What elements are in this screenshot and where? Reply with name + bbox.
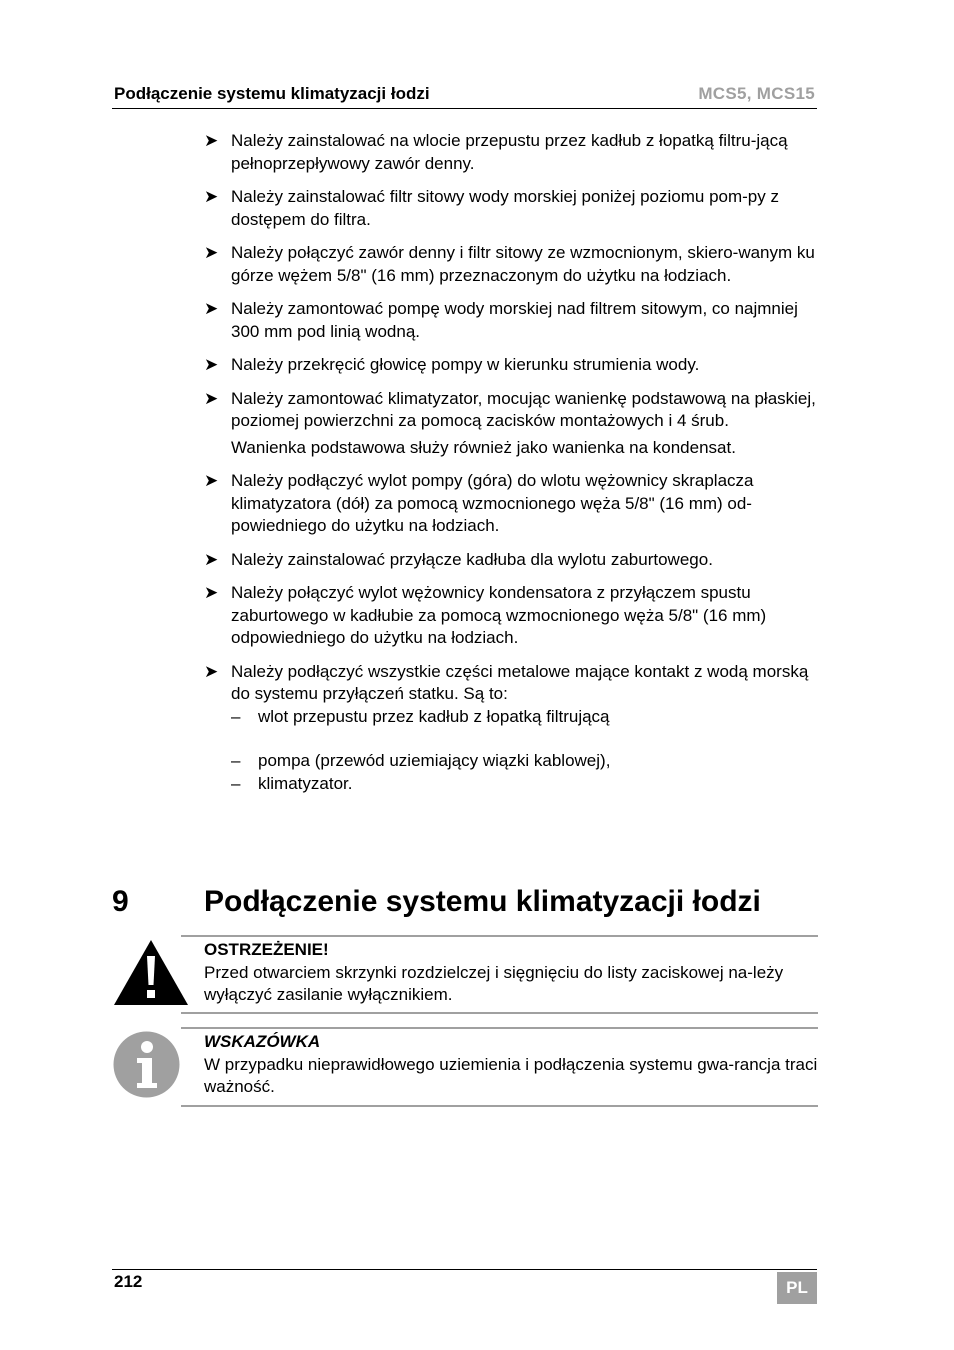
instruction-list (204, 130, 820, 806)
header-model: MCS5, MCS15 (698, 84, 815, 103)
list-item (204, 298, 820, 343)
arrow-bullet-icon: ➤ (204, 661, 219, 681)
sub-list-item (231, 773, 820, 796)
sub-item-text: wlot przepustu przez kadłub z łopatką filtrującą (258, 706, 610, 726)
note-callout (181, 1027, 818, 1107)
list-item (204, 242, 820, 287)
note-text: W przypadku nieprawidłowego uziemienia i podłączenia systemu gwa-rancja traci ważność. (204, 1054, 818, 1096)
language-badge: PL (777, 1272, 817, 1304)
sub-item-text: pompa (przewód uziemiający wiązki kablowej), (258, 751, 611, 770)
page-number: 212 (114, 1272, 143, 1291)
warning-callout (181, 935, 818, 1014)
dash-bullet: – (231, 751, 241, 770)
note-body (204, 1031, 818, 1099)
list-item (204, 661, 820, 796)
list-item (204, 186, 820, 231)
sub-list-item (231, 750, 820, 773)
step-text: Należy zainstalować filtr sitowy wody morskiej poniżej poziomu pom-py z dostępem do filtra. (231, 187, 779, 229)
list-item (204, 582, 820, 650)
step-text: Należy przekręcić głowicę pompy w kierunku strumienia wody. (231, 355, 700, 374)
arrow-bullet-icon: ➤ (204, 187, 219, 206)
sub-list-item (231, 706, 820, 729)
sub-list (231, 706, 820, 796)
step-text: Należy zainstalować na wlocie przepustu przez kadłub z łopatką filtru-jącą pełnoprzepływowy zawór denny. (231, 131, 788, 173)
page-footer (112, 1269, 817, 1297)
step-text: Należy połączyć wylot wężownicy kondensatora z przyłączem spustu zaburtowego w kadłubie za pomocą wzmocnionego węża 5/8" (16 mm) odpowiedniego do użytku na łodziach. (231, 583, 767, 647)
section-number: 9 (112, 885, 129, 918)
step-text: Należy zainstalować przyłącze kadłuba dla wylotu zaburtowego. (231, 549, 713, 569)
step-text: Należy połączyć zawór denny i filtr sitowy ze wzmocnionym, skiero-wanym ku górze wężem 5/8" (16 mm) przeznaczonym do użytku na łodziach. (231, 243, 815, 285)
arrow-bullet-icon: ➤ (204, 131, 219, 150)
warning-title: OSTRZEŻENIE! (204, 940, 329, 959)
arrow-bullet-icon: ➤ (204, 355, 219, 374)
sub-item-text: klimatyzator. (258, 773, 353, 793)
warning-body (204, 939, 818, 1007)
list-item (204, 549, 820, 572)
section-title: Podłączenie systemu klimatyzacji łodzi (204, 885, 761, 918)
arrow-bullet-icon: ➤ (204, 243, 219, 262)
list-item (204, 354, 820, 377)
info-icon (113, 1031, 180, 1098)
step-note: Wanienka podstawowa służy również jako wanienka na kondensat. (231, 437, 736, 457)
step-text: Należy zamontować klimatyzator, mocując wanienkę podstawową na płaskiej, poziomej powierzchni za pomocą zacisków montażowych i 4 śrub. (231, 388, 816, 430)
dash-bullet: – (231, 773, 241, 793)
step-text: Należy zamontować pompę wody morskiej nad filtrem sitowym, co najmniej 300 mm pod linią wodną. (231, 299, 798, 341)
arrow-bullet-icon: ➤ (204, 388, 219, 408)
arrow-bullet-icon: ➤ (204, 299, 219, 318)
list-item (204, 470, 820, 538)
step-text: Należy podłączyć wszystkie części metalowe mające kontakt z wodą morską do systemu przyłączeń statku. Są to: (231, 661, 809, 703)
note-title: WSKAZÓWKA (204, 1032, 321, 1051)
list-item (204, 130, 820, 175)
warning-triangle-icon (112, 938, 190, 1006)
warning-text: Przed otwarciem skrzynki rozdzielczej i sięgnięciu do listy zaciskowej na-leży wyłączyć zasilanie wyłącznikiem. (204, 962, 784, 1004)
step-text: Należy podłączyć wylot pompy (góra) do wlotu wężownicy skraplacza klimatyzatora (dół) za pomocą wzmocnionego węża 5/8" (16 mm) od-powiedniego do użytku na łodziach. (231, 471, 754, 535)
header-title: Podłączenie systemu klimatyzacji łodzi (114, 84, 430, 103)
arrow-bullet-icon: ➤ (204, 583, 219, 602)
page-header (112, 84, 817, 109)
arrow-bullet-icon: ➤ (204, 549, 219, 569)
arrow-bullet-icon: ➤ (204, 471, 219, 490)
list-item (204, 388, 820, 460)
dash-bullet: – (231, 706, 241, 726)
